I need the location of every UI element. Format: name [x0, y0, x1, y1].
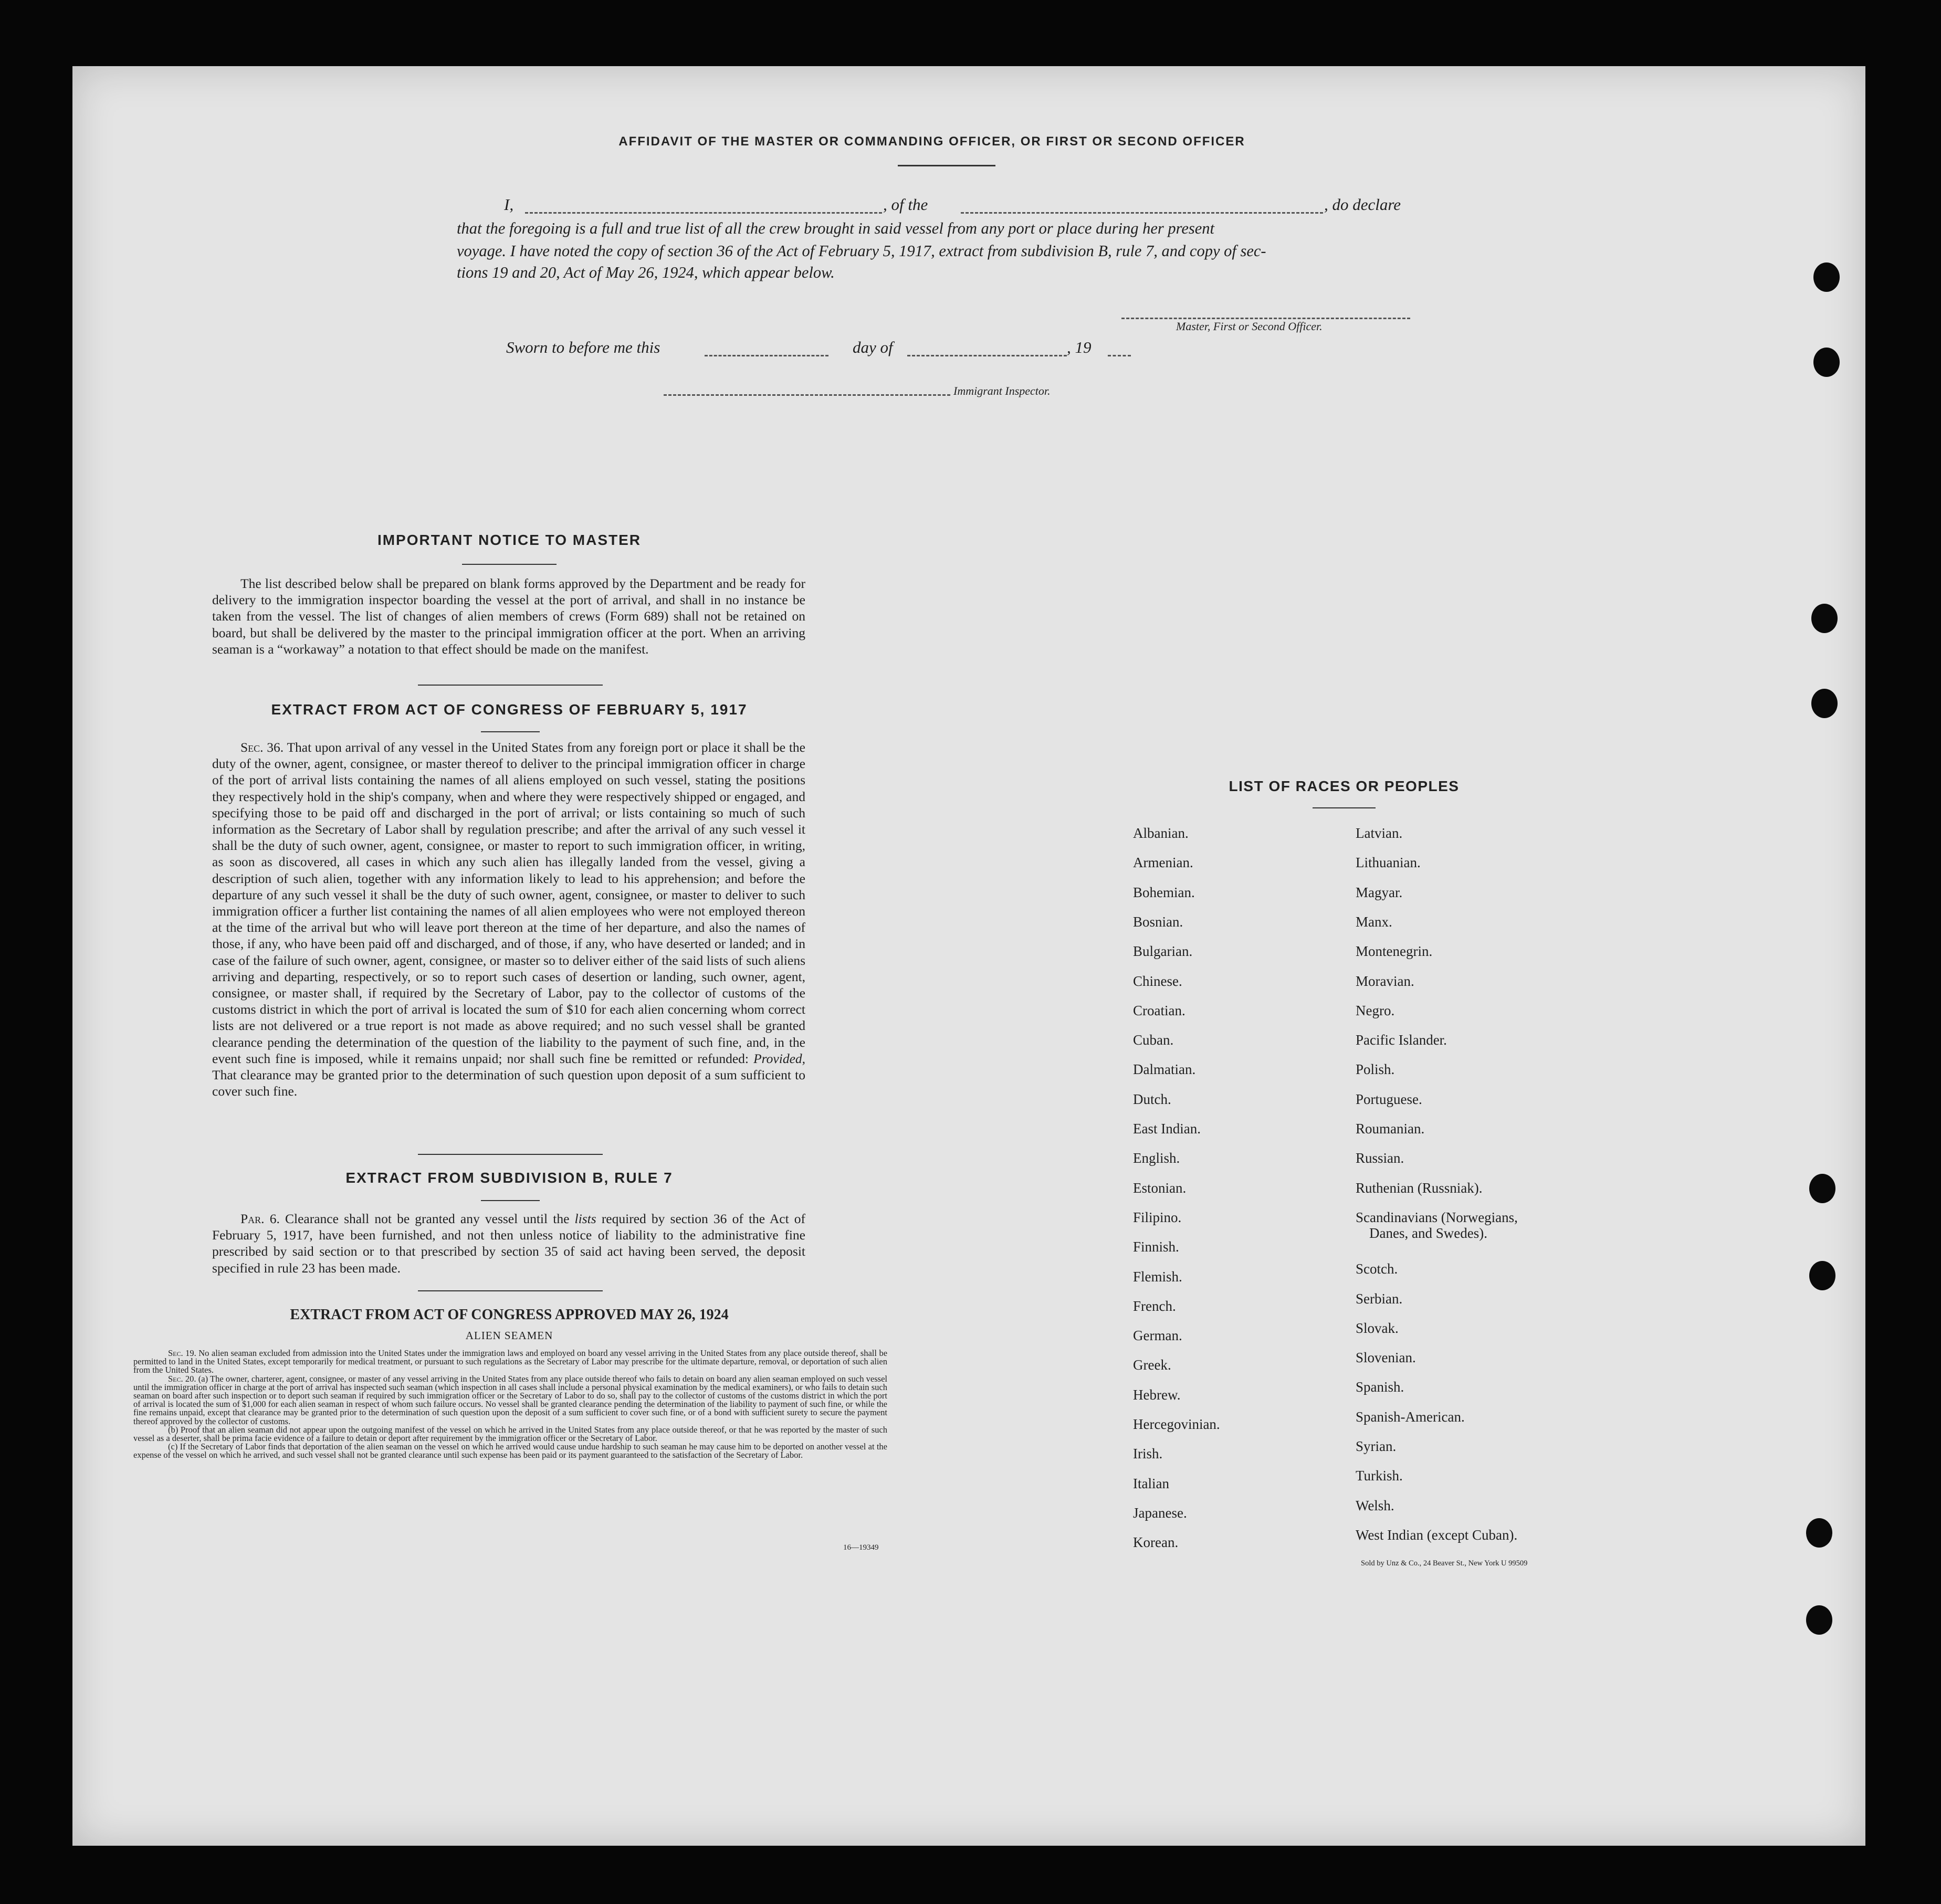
- race-item: Croatian.: [1133, 1002, 1185, 1018]
- provided-word: Provided,: [753, 1050, 806, 1066]
- notice-rule: [462, 564, 557, 565]
- punch-hole: [1813, 348, 1840, 377]
- punch-hole: [1809, 1261, 1835, 1290]
- race-item: Japanese.: [1133, 1505, 1187, 1521]
- sworn-day-line: [705, 355, 828, 356]
- title-rule: [898, 165, 995, 166]
- affidavit-line2: that the foregoing is a full and true list of all the crew brought in said vessel from any port or place during her present: [457, 219, 1215, 237]
- sec-36-text: That upon arrival of any vessel in the United States from any foreign port or place it shall be the duty of the owner, agent, consignee, or master thereof to deliver to the principal immigration officer in charge of the port of arrival lists containing the names of all aliens employed on such vessel, stating the positions they respectively hold in the ship's company, when and where they were respectively shipped or engaged, and specifying those to be paid off and discharged in the port of arrival; or lists containing so much of such information as the Secretary of Labor shall by regulation prescribe; and after the arrival of any such vessel it shall be the duty of such owner, agent, consignee, or master to report to such immigration officer, in writing, as soon as discovered, all cases in which any such alien has illegally landed from the vessel, giving a description of such alien, together with any information likely to lead to his apprehension; and before the departure of any such vessel it shall be the duty of such owner, agent, consignee, or master to deliver to such immigration officer a further list containing the names of all alien employees who were not employed thereon at the time of the arrival but who will leave port thereon at the time of her departure, and also the names of those, if any, who have been paid off and discharged, and of those, if any, who have deserted or landed; and in case of the failure of such owner, agent, consignee, or master so to deliver either of the said lists of such aliens arriving and departing, respectively, or so to report such cases of desertion or landing, such owner, agent, consignee, or master shall, if required by the Secretary of Labor, pay to the collector of customs of the customs district in which the port of arrival is located the sum of $10 for each alien concerning whom correct lists are not delivered or a true report is not made as above required; and no such vessel shall be granted clearance pending the determination of the question of the liability to the payment of such fine, and, in the event such fine is imposed, while it remains unpaid; nor shall such fine be remitted or refunded:: [212, 740, 805, 1066]
- punch-hole: [1806, 1605, 1832, 1635]
- rule7-text-b: required by section 36 of the Act of February 5, 1917, have been furnished, and not then unless notice of liability to the administrative fine prescribed by said section or to that prescribed by section 35 of said act having been served, the deposit specified in rule 23 has been made.: [212, 1211, 806, 1276]
- vessel-field-line: [961, 212, 1323, 214]
- sworn-label: Sworn to before me this: [506, 338, 660, 356]
- sec-20c-text: (c) If the Secretary of Labor finds that deportation of the alien seaman on the vessel on which he arrived would cause undue hardship to such seaman he may cause him to be deported on another vessel at the expense of the vessel on which he arrived, and such vessel shall not be granted clearance until such expense has been paid or its payment guaranteed to the satisfaction of the Secretary of Labor.: [133, 1442, 887, 1460]
- punch-hole: [1809, 1174, 1835, 1203]
- race-item: Russian.: [1356, 1150, 1404, 1166]
- rule7-text-a: Clearance shall not be granted any vessel until the: [285, 1211, 570, 1226]
- par-6-label: Par. 6.: [240, 1211, 280, 1226]
- punch-hole: [1811, 604, 1838, 633]
- race-item: Portuguese.: [1356, 1091, 1422, 1107]
- act-1924-subtitle: ALIEN SEAMEN: [465, 1329, 553, 1342]
- affidavit-line4: tions 19 and 20, Act of May 26, 1924, which appear below.: [457, 264, 835, 281]
- day-of-label: day of: [853, 338, 893, 356]
- form-number: 16—19349: [843, 1543, 879, 1552]
- race-item: Slovak.: [1356, 1320, 1399, 1336]
- notice-body: [212, 575, 805, 657]
- of-the-label: , of the: [883, 195, 928, 214]
- master-signature-caption: Master, First or Second Officer.: [1176, 320, 1323, 333]
- lists-word: lists: [574, 1211, 596, 1226]
- race-item: Bulgarian.: [1133, 943, 1193, 960]
- section-divider: [418, 685, 603, 686]
- race-item: Dutch.: [1133, 1091, 1171, 1107]
- affidavit-line3: voyage. I have noted the copy of section 36 of the Act of February 5, 1917, extract from subdivision B, rule 7, and copy of sec-: [457, 242, 1266, 260]
- sec-20b-text: (b) Proof that an alien seaman did not appear upon the outgoing manifest of the vessel on which he arrived in the United States from any place outside thereof, or that he was reported by the master of such vessel as a deserter, shall be prima facie evidence of a failure to detain or deport after requirement by the immigration officer or the Secretary of Labor.: [133, 1424, 887, 1444]
- race-item: East Indian.: [1133, 1121, 1201, 1137]
- affidavit-title: AFFIDAVIT OF THE MASTER OR COMMANDING OFFICER, OR FIRST OR SECOND OFFICER: [618, 134, 1245, 149]
- race-item: Slovenian.: [1356, 1350, 1416, 1366]
- race-item: Welsh.: [1356, 1497, 1394, 1513]
- sec-36-label: Sec. 36.: [240, 740, 284, 755]
- race-item: Serbian.: [1356, 1290, 1403, 1307]
- section-divider: [418, 1154, 603, 1155]
- printer-credit: Sold by Unz & Co., 24 Beaver St., New York U 99509: [1361, 1559, 1528, 1568]
- sworn-month-line: [907, 355, 1067, 356]
- race-item: Latvian.: [1356, 825, 1403, 841]
- race-item: Chinese.: [1133, 973, 1182, 989]
- race-item: Magyar.: [1356, 884, 1403, 900]
- race-item: Flemish.: [1133, 1268, 1182, 1285]
- race-item: French.: [1133, 1298, 1176, 1314]
- year-label: , 19: [1067, 338, 1092, 356]
- notice-text: The list described below shall be prepared on blank forms approved by the Department and be ready for delivery to the immigration inspector boarding the vessel at the port of arrival, and shall in no instance be taken from the vessel. The list of changes of alien members of crews (Form 689) shall not be retained on board, but shall be delivered by the master to the principal immigration officer at the port. When an arriving seaman is a “workaway” a notation to that effect should be made on the manifest.: [212, 576, 805, 657]
- race-item: Polish.: [1356, 1061, 1395, 1078]
- race-item: Moravian.: [1356, 973, 1414, 989]
- master-signature-line: [1121, 318, 1410, 319]
- sec-36-text-end: That clearance may be granted prior to the determination of such question upon deposit of a sum sufficient to cover such fine.: [212, 1067, 805, 1099]
- race-item: Greek.: [1133, 1357, 1171, 1373]
- act-1924-title: EXTRACT FROM ACT OF CONGRESS APPROVED MAY 26, 1924: [290, 1307, 729, 1323]
- affidavit-line1: [457, 195, 1444, 216]
- race-item: Albanian.: [1133, 825, 1189, 841]
- inspector-signature-line: [664, 394, 950, 396]
- name-field-line: [525, 212, 882, 214]
- race-item: Roumanian.: [1356, 1121, 1425, 1137]
- race-item: Armenian.: [1133, 855, 1193, 871]
- race-item: Hebrew.: [1133, 1386, 1181, 1403]
- race-item: Turkish.: [1356, 1468, 1403, 1484]
- extract-1917-title: EXTRACT FROM ACT OF CONGRESS OF FEBRUARY 5, 1917: [271, 701, 748, 718]
- races-title: LIST OF RACES OR PEOPLES: [1229, 778, 1460, 794]
- race-item: Bosnian.: [1133, 913, 1183, 930]
- race-item: German.: [1133, 1328, 1182, 1344]
- rule7-title: EXTRACT FROM SUBDIVISION B, RULE 7: [345, 1170, 673, 1186]
- punch-hole: [1811, 689, 1838, 718]
- sec-20a-text: (a) The owner, charterer, agent, consignee, or master of any vessel arriving in the United States from any place outside thereof who fails to detain on board any alien seaman employed on such vessel until the immigration officer in charge at the port of arrival has inspected such seaman (which inspection in all cases shall include a personal physical examination by the medical examiners), or who fails to detain such seaman on board after such inspection or to deport such seaman if required by such immigration officer or the Secretary of Labor to do so, shall pay to the collector of customs of the customs district in which the port of arrival is located the sum of $1,000 for each alien seaman in respect of whom such failure occurs. No vessel shall be granted clearance pending the determination of the liability to payment of such fine, or while the fine remains unpaid, except that clearance may be granted prior to the determination of such question upon the deposit of a sum sufficient to cover such fine, or of a bond with sufficient surety to secure the payment thereof approved by the collector of customs.: [133, 1373, 888, 1426]
- races-rule: [1313, 807, 1376, 808]
- race-item: Spanish-American.: [1356, 1408, 1465, 1425]
- extract-1917-rule: [481, 731, 540, 732]
- do-declare-label: , do declare: [1324, 195, 1401, 214]
- race-item: Cuban.: [1133, 1032, 1174, 1048]
- race-item: Estonian.: [1133, 1180, 1187, 1196]
- race-item: Irish.: [1133, 1446, 1163, 1462]
- sec-20-label: Sec. 20.: [168, 1373, 196, 1384]
- race-item: Hercegovinian.: [1133, 1416, 1220, 1432]
- notice-title: IMPORTANT NOTICE TO MASTER: [377, 532, 642, 548]
- race-item: Negro.: [1356, 1002, 1395, 1018]
- race-item: Bohemian.: [1133, 884, 1195, 900]
- race-item: English.: [1133, 1150, 1180, 1166]
- race-item: Dalmatian.: [1133, 1061, 1196, 1078]
- race-item: Finnish.: [1133, 1239, 1179, 1255]
- race-item: Syrian.: [1356, 1438, 1397, 1454]
- rule7-body: [212, 1211, 805, 1276]
- sec-19-label: Sec. 19.: [168, 1348, 196, 1358]
- race-item: Manx.: [1356, 913, 1392, 930]
- race-item: Filipino.: [1133, 1209, 1182, 1225]
- race-item: Ruthenian (Russniak).: [1356, 1180, 1483, 1196]
- i-label: I,: [504, 195, 514, 214]
- race-item: Spanish.: [1356, 1379, 1404, 1395]
- race-item: Scotch.: [1356, 1261, 1398, 1277]
- race-item: Montenegrin.: [1356, 943, 1433, 960]
- sworn-year-line: [1108, 355, 1131, 356]
- inspector-caption: Immigrant Inspector.: [953, 384, 1051, 397]
- rule7-rule: [481, 1200, 540, 1201]
- race-item: West Indian (except Cuban).: [1356, 1527, 1518, 1543]
- race-item: Pacific Islander.: [1356, 1032, 1447, 1048]
- act-1924-body: [133, 1349, 887, 1460]
- sec-19-text: No alien seaman excluded from admission into the United States under the immigration laws and employed on board any vessel arriving in the United States from any place outside thereof, shall be permitted to land in the United States, except temporarily for medical treatment, or pursuant to such regulations as the Secretary of Labor may prescribe for the ultimate departure, removal, or deportation of such alien from the United States.: [133, 1348, 888, 1375]
- race-item: Italian: [1133, 1475, 1169, 1491]
- section-divider: [418, 1290, 603, 1291]
- extract-1917-body: [212, 739, 805, 1099]
- punch-hole: [1813, 262, 1840, 292]
- race-item: Korean.: [1133, 1534, 1179, 1551]
- sworn-line: [506, 338, 1147, 359]
- race-item: Scandinavians (Norwegians,: [1356, 1209, 1518, 1225]
- race-item: Lithuanian.: [1356, 855, 1421, 871]
- race-item: Danes, and Swedes).: [1369, 1225, 1487, 1241]
- punch-hole: [1806, 1518, 1832, 1548]
